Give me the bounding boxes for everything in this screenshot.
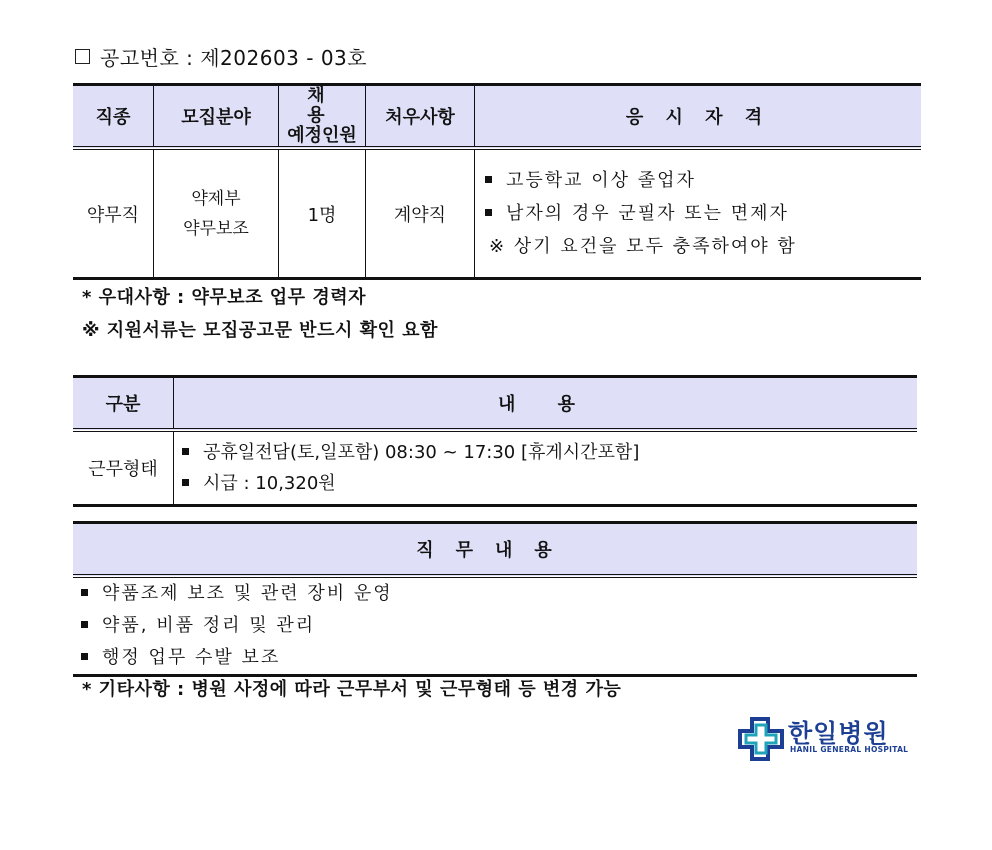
header-treatment: 처우사항	[366, 85, 475, 149]
header-duties: 직무내용	[73, 523, 917, 577]
cell-treatment: 계약직	[366, 148, 475, 279]
header-field: 모집분야	[154, 85, 279, 149]
duty-item: 약품조제 보조 및 관련 장비 운영	[81, 578, 917, 610]
documents-note: ※ 지원서류는 모집공고문 반드시 확인 요함	[82, 320, 438, 341]
cell-category: 근무형태	[73, 430, 174, 506]
bullet-square-icon	[485, 176, 492, 183]
duties-table	[73, 521, 917, 677]
hospital-logo	[738, 717, 918, 761]
logo-name-english: HANIL GENERAL HOSPITAL	[790, 745, 909, 754]
qualification-item: 남자의 경우 군필자 또는 면제자	[485, 197, 921, 230]
bullet-square-icon	[81, 589, 88, 596]
cell-work-items	[174, 430, 918, 506]
recruitment-header-row	[73, 85, 921, 149]
cell-hire-count: 1명	[279, 148, 366, 279]
recruitment-row	[73, 148, 921, 279]
bullet-square-icon	[485, 209, 492, 216]
duties-row	[73, 576, 917, 676]
cross-logo-icon	[738, 717, 784, 761]
qualification-item: 고등학교 이상 졸업자	[485, 164, 921, 197]
cell-qualifications	[475, 148, 922, 279]
work-item: 공휴일전담(토,일포함) 08:30 ~ 17:30 [휴게시간포함]	[182, 437, 917, 468]
bullet-square-icon	[182, 479, 189, 486]
duty-item: 약품, 비품 정리 및 관리	[81, 610, 917, 642]
cell-job-type: 약무직	[73, 148, 154, 279]
logo-name-korean: 한일병원	[788, 719, 889, 748]
notes-block	[82, 281, 438, 347]
qualification-note: ※ 상기 요건을 모두 충족하여야 함	[489, 236, 797, 257]
other-note: * 기타사항 : 병원 사정에 따라 근무부서 및 근무형태 등 변경 가능	[82, 679, 622, 700]
cell-field: 약제부 약무보조	[154, 148, 279, 279]
header-content: 내 용	[174, 377, 918, 431]
duty-item: 행정 업무 수발 보조	[81, 642, 917, 674]
bullet-square-icon	[81, 653, 88, 660]
bullet-square-icon	[81, 621, 88, 628]
work-item: 시급 : 10,320원	[182, 468, 917, 499]
checkbox-square-icon	[75, 49, 90, 64]
cell-duties	[73, 576, 917, 676]
duties-header-row	[73, 523, 917, 577]
header-qualification: 응 시 자 격	[475, 85, 922, 149]
notice-text: 공고번호 : 제202603 - 03호	[100, 46, 368, 70]
header-job-type: 직종	[73, 85, 154, 149]
work-row	[73, 430, 917, 506]
header-category: 구분	[73, 377, 174, 431]
header-hire-count: 채 용 예정인원	[279, 85, 366, 149]
preference-note: * 우대사항 : 약무보조 업무 경력자	[82, 287, 366, 308]
work-header-row	[73, 377, 917, 431]
work-conditions-table	[73, 375, 917, 507]
recruitment-table	[73, 83, 921, 280]
notice-number	[75, 42, 367, 71]
bullet-square-icon	[182, 448, 189, 455]
